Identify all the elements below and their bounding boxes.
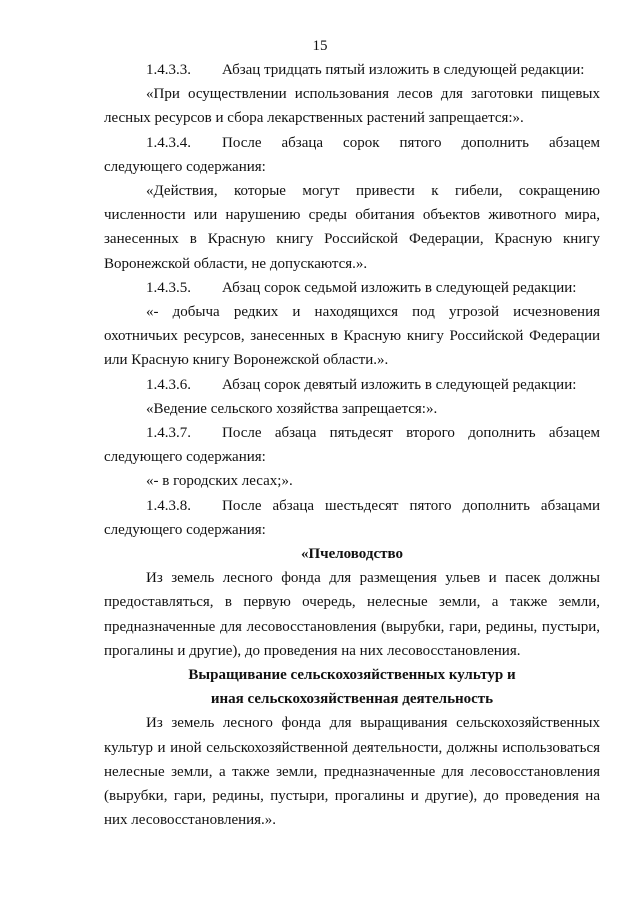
quote-paragraph: «При осуществлении использования лесов для заготовки пищевых лесных ресурсов и сбора лекарственных растений запрещается:». xyxy=(104,86,600,127)
item-1-4-3-3 xyxy=(104,58,600,82)
item-text: Абзац сорок девятый изложить в следующей редакции: xyxy=(222,376,577,393)
item-text: После абзаца шестьдесят пятого дополнить абзацами xyxy=(222,497,600,514)
item-text: Абзац сорок седьмой изложить в следующей редакции: xyxy=(222,279,577,296)
item-text-continuation: следующего содержания: xyxy=(104,521,266,538)
item-number: 1.4.3.5. xyxy=(146,279,191,296)
paragraph-beekeeping: Из земель лесного фонда для размещения ульев и пасек должны предоставляться, в первую очередь, нелесные земли, а также земли, предназначенные для лесовосстановления (вырубки, гари, редины, пустыри, прогалины и другие), до проведения на них лесовосстановления. xyxy=(104,570,600,659)
item-1-4-3-7 xyxy=(104,421,600,445)
quote-paragraph: «Ведение сельского хозяйства запрещается:». xyxy=(146,400,438,417)
item-text: Абзац тридцать пятый изложить в следующей редакции: xyxy=(222,62,585,78)
item-1-4-3-5 xyxy=(104,276,600,300)
heading-agriculture-line-1: Выращивание сельскохозяйственных культур и xyxy=(188,667,516,684)
item-1-4-3-6 xyxy=(104,373,600,397)
item-number: 1.4.3.7. xyxy=(146,425,191,442)
item-text-continuation: следующего содержания: xyxy=(104,158,266,175)
page-number: 15 xyxy=(312,38,328,54)
quote-paragraph: «- добыча редких и находящихся под угрозой исчезновения охотничьих ресурсов, занесенных в Красную книгу Российской Федерации или Красную книгу Воронежской области.». xyxy=(104,304,600,369)
quote-paragraph: «- в городских лесах;». xyxy=(146,473,293,490)
document-body xyxy=(104,58,600,833)
quote-paragraph: «Действия, которые могут привести к гибели, сокращению численности или нарушению среды обитания объектов животного мира, занесенных в Красную книгу Российской Федерации, Красную книгу Воронежской области, не допускаются.». xyxy=(104,183,600,272)
item-1-4-3-4 xyxy=(104,131,600,155)
item-number: 1.4.3.8. xyxy=(146,497,191,514)
item-text: После абзаца сорок пятого дополнить абзацем xyxy=(222,134,600,151)
item-number: 1.4.3.6. xyxy=(146,376,191,393)
item-number: 1.4.3.3. xyxy=(146,62,191,78)
item-text-continuation: следующего содержания: xyxy=(104,449,266,466)
item-1-4-3-8 xyxy=(104,494,600,518)
item-number: 1.4.3.4. xyxy=(146,134,191,151)
item-text: После абзаца пятьдесят второго дополнить абзацем xyxy=(222,425,600,442)
heading-beekeeping: «Пчеловодство xyxy=(300,546,403,563)
paragraph-agriculture: Из земель лесного фонда для выращивания сельскохозяйственных культур и иной сельскохозяйственной деятельности, должны использоваться нелесные земли, а также земли, предназначенные для лесовосстановления (вырубки, гари, редины, пустыри, прогалины и другие), до проведения на них лесовосстановления.». xyxy=(104,715,600,829)
heading-agriculture-line-2: иная сельскохозяйственная деятельность xyxy=(210,691,494,708)
